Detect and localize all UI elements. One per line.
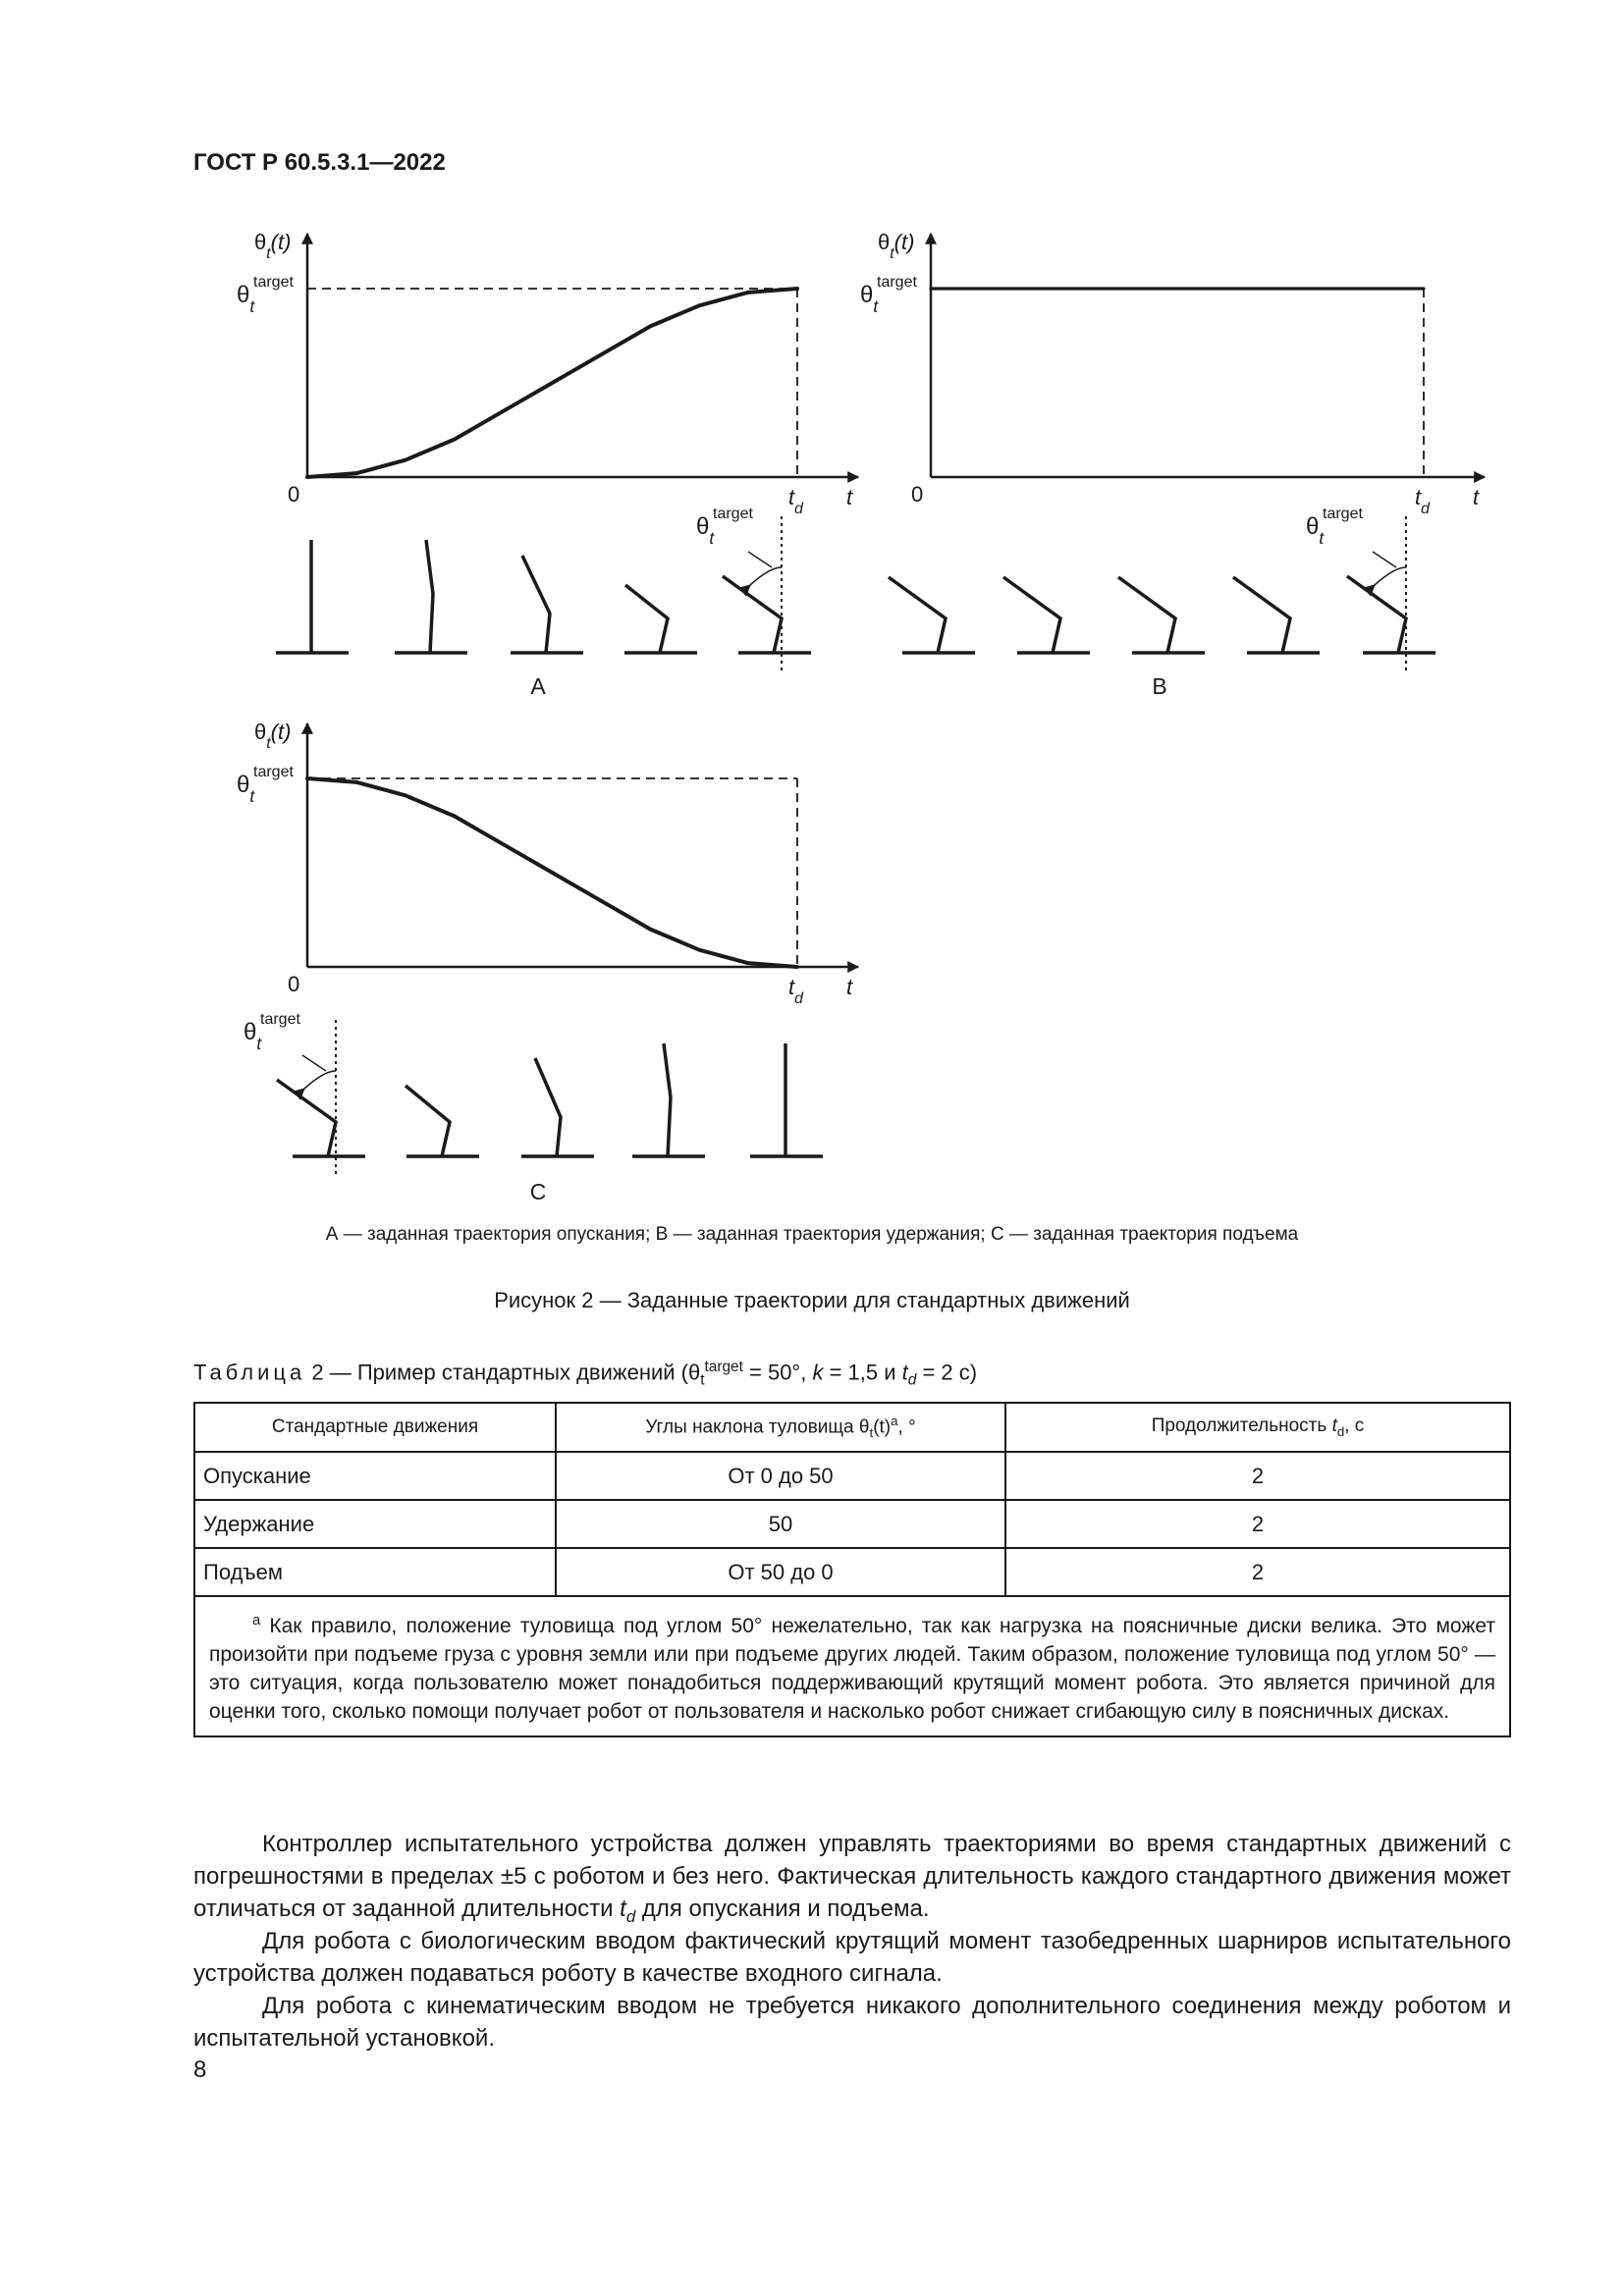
figure-caption: Рисунок 2 — Заданные траектории для стандартных движений: [494, 1288, 1130, 1312]
paragraph-2: Для робота с биологическим вводом фактический крутящий момент тазобедренных шарниров испытательного устройства должен подаваться роботу в качестве входного сигнала.: [193, 1928, 1511, 1987]
posture-figure-b1: [1003, 577, 1090, 653]
posture-figure-c3: [632, 1043, 705, 1156]
posture-figure-c1: [406, 1086, 479, 1156]
paragraph-3: Для робота с кинематическим вводом не требуется никакого дополнительного соединения между роботом и испытательной установкой.: [193, 1993, 1511, 2052]
td-label: $t_d$: [1415, 485, 1430, 517]
trunk-line: [723, 576, 782, 653]
trunk-line: [277, 1080, 336, 1156]
angle-arc: [750, 567, 782, 585]
target-sup-label: target: [877, 274, 917, 291]
standard-motions-table: [193, 1402, 1511, 1737]
cell-angle: 50: [556, 1500, 1005, 1548]
table-footnote: $^a$ Как правило, положение туловища под углом 50° нежелательно, так как нагрузка на поясничные диски велика. Это может произойти при подъеме груза с уровня земли или при подъеме других людей. Таким образом, положение туловища под углом 50° — это ситуация, когда пользователю может понадобиться поддерживающий крутящий момент робота. Это является причиной для оценки того, сколько помощи получает робот от пользователя и насколько робот снижает сгибающую силу в поясничных дисках.: [194, 1596, 1510, 1736]
plot-B: [860, 230, 1485, 517]
target-label: $\theta_t$: [237, 282, 255, 316]
trunk-line: [1003, 577, 1060, 653]
posture-figure-c2: [521, 1058, 594, 1156]
posture-figure-a1: [395, 540, 467, 653]
trunk-line: [406, 1086, 450, 1156]
theta-target-label-c: $\theta_t$: [244, 1019, 262, 1053]
header-angles: Углы наклона туловища $\theta_t(t)^a$, °: [556, 1403, 1005, 1452]
trunk-line: [1347, 576, 1406, 653]
panel-label-c: C: [529, 1179, 547, 1204]
cell-motion: Удержание: [194, 1500, 556, 1548]
cell-angle: От 0 до 50: [556, 1452, 1005, 1500]
trajectory-line: [307, 289, 797, 477]
trunk-line: [535, 1058, 561, 1156]
posture-figure-b2: [1118, 577, 1205, 653]
panel-label-b: B: [1152, 673, 1167, 699]
cell-motion: Подъем: [194, 1548, 556, 1596]
trunk-line: [889, 577, 946, 653]
cell-angle: От 50 до 0: [556, 1548, 1005, 1596]
cell-duration: 2: [1005, 1452, 1510, 1500]
table-row: [194, 1452, 1510, 1500]
origin-label: 0: [288, 482, 300, 507]
posture-figure-a3: [624, 585, 697, 653]
angle-arc: [1375, 567, 1406, 585]
page-number: 8: [193, 2056, 207, 2083]
table-header-row: [194, 1403, 1510, 1452]
cell-duration: 2: [1005, 1500, 1510, 1548]
paragraph-1: Контроллер испытательного устройства должен управлять траекториями во время стандартных движений с погрешностями в пределах ±5 с роботом и без него. Фактическая длительность каждого стандартного движения может отличаться от заданной длительности $t_d$ для опускания и подъема.: [193, 1831, 1511, 1926]
trunk-line: [522, 556, 550, 653]
cell-motion: Опускание: [194, 1452, 556, 1500]
y-axis-label: $\theta_t(t)$: [254, 230, 292, 262]
table-row: [194, 1500, 1510, 1548]
plot-C: [237, 720, 858, 1007]
origin-label: 0: [911, 482, 924, 507]
posture-figure-c4: [750, 1043, 823, 1156]
trunk-line: [664, 1043, 671, 1156]
document-header: ГОСТ Р 60.5.3.1—2022: [193, 149, 446, 176]
theta-target-label-b: $\theta_t$: [1306, 513, 1325, 548]
posture-figure-a2: [511, 556, 583, 653]
theta-target-sup-a: target: [713, 506, 753, 522]
angle-leader-line: [302, 1055, 326, 1071]
theta-target-label-a: $\theta_t$: [696, 513, 715, 548]
td-label: $t_d$: [788, 485, 803, 517]
figure-legend: А — заданная траектория опускания; В — заданная траектория удержания; С — заданная траектория подъема: [325, 1224, 1299, 1245]
header-duration: Продолжительность $t_d$, с: [1005, 1403, 1510, 1452]
table-row: [194, 1548, 1510, 1596]
posture-figure-a4: [723, 516, 811, 674]
x-axis-label: t: [1473, 485, 1480, 509]
trunk-line: [426, 540, 433, 653]
angle-leader-line: [1373, 552, 1396, 567]
posture-figure-c0: [277, 1020, 365, 1178]
panel-label-a: A: [530, 673, 546, 699]
trunk-line: [1118, 577, 1175, 653]
header-motions: Стандартные движения: [194, 1403, 556, 1452]
cell-duration: 2: [1005, 1548, 1510, 1596]
angle-arc: [304, 1071, 336, 1089]
target-label: $\theta_t$: [237, 772, 255, 806]
y-axis-label: $\theta_t(t)$: [254, 720, 292, 752]
posture-figure-b0: [889, 577, 975, 653]
posture-figure-b4: [1347, 516, 1435, 674]
plot-A: [237, 230, 858, 517]
table-caption: Таблица 2 — Пример стандартных движений ($\theta_t^{target} = 50^\circ$, k = 1,5 и $t_d = 2$ с): [193, 1359, 978, 1389]
posture-figure-b3: [1233, 577, 1320, 653]
table-footnote-row: [194, 1596, 1510, 1736]
y-axis-label: $\theta_t(t)$: [878, 230, 915, 262]
theta-target-sup-c: target: [260, 1011, 300, 1028]
origin-label: 0: [288, 972, 300, 996]
angle-leader-line: [748, 552, 772, 567]
x-axis-label: t: [846, 485, 853, 509]
target-sup-label: target: [253, 274, 294, 291]
trunk-line: [1233, 577, 1290, 653]
trunk-line: [625, 585, 668, 653]
theta-target-sup-b: target: [1323, 506, 1363, 522]
x-axis-label: t: [846, 975, 853, 999]
td-label: $t_d$: [788, 975, 803, 1007]
target-sup-label: target: [253, 764, 294, 780]
posture-figure-a0: [276, 540, 349, 653]
trajectory-line: [307, 778, 797, 967]
target-label: $\theta_t$: [860, 282, 879, 316]
